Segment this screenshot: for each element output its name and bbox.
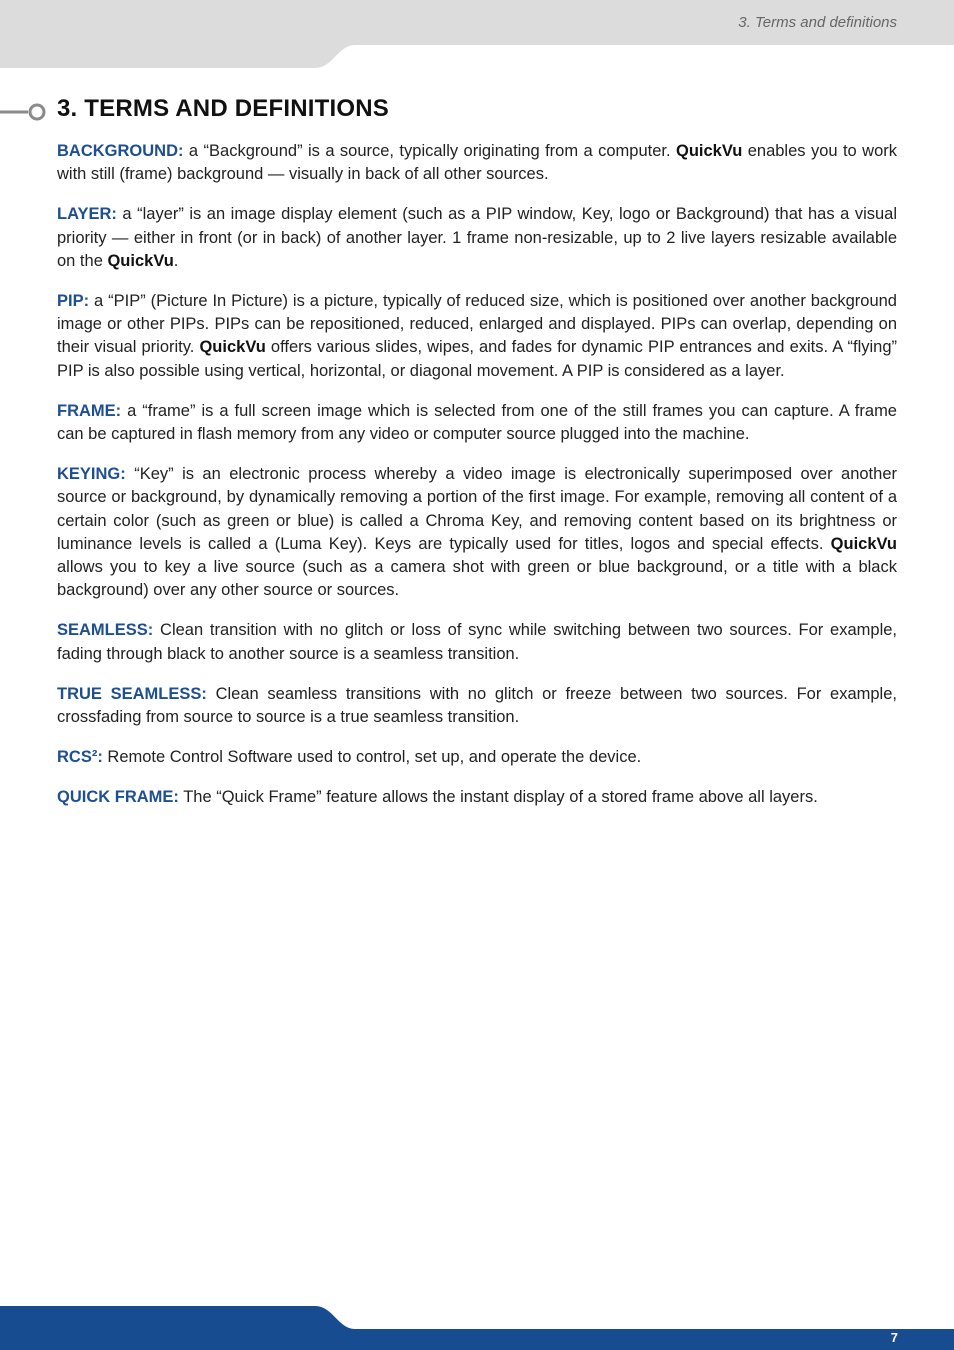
definition-true-seamless [57, 683, 897, 729]
definition-text: Clean seamless transitions with no glitch or freeze between two sources. For example, crossfading from source to source is a true seamless transition. [57, 684, 897, 727]
definition-pip [57, 290, 897, 383]
definition-background [57, 140, 897, 186]
definition-text: a “PIP” (Picture In Picture) is a picture, typically of reduced size, which is positioned over another background image or other PIPs. PIPs can be repositioned, reduced, enlarged and displayed. PIPs can overlap, depending on their visual priority. [57, 292, 897, 357]
definition-seamless [57, 619, 897, 665]
product-name: QuickVu [830, 534, 897, 553]
term-label: FRAME: [57, 401, 122, 420]
definition-quick-frame [57, 786, 897, 809]
definition-keying [57, 463, 897, 602]
connector-circle-icon [0, 100, 50, 124]
term-label: PIP: [57, 292, 90, 311]
definition-text: Remote Control Software used to control, set up, and operate the device. [102, 748, 642, 767]
running-header: 3. Terms and definitions [738, 14, 897, 31]
header-band [0, 0, 954, 70]
product-name: QuickVu [199, 338, 266, 357]
page-title: 3. TERMS AND DEFINITIONS [57, 95, 389, 122]
term-label: TRUE SEAMLESS: [57, 684, 207, 703]
page-number: 7 [890, 1330, 898, 1345]
product-name: QuickVu [675, 142, 743, 160]
definitions-list [57, 140, 897, 827]
footer-band [0, 1300, 954, 1350]
definition-layer [57, 203, 897, 273]
term-label: QUICK FRAME: [57, 788, 179, 807]
definition-text: a “layer” is an image display element (such as a PIP window, Key, logo or Background) that has a visual priority — either in front (or in back) of another layer. 1 frame non-resizable, up to 2 live layers resizable available on the [57, 205, 897, 270]
term-label: BACKGROUND: [57, 142, 184, 160]
definition-text: . [173, 251, 179, 270]
definition-text: Clean transition with no glitch or loss of sync while switching between two sources. For example, fading through black to another source is a seamless transition. [57, 621, 897, 663]
definition-rcs2 [57, 746, 897, 769]
definition-text: a “Background” is a source, typically originating from a computer. [183, 142, 676, 160]
definition-frame [57, 400, 897, 446]
term-label: KEYING: [57, 465, 126, 484]
definition-text: allows you to key a live source (such as a camera shot with green or blue background, or a title with a black background) over any other source or sources. [57, 558, 897, 600]
term-label: LAYER: [57, 205, 117, 224]
definition-text: enables you to work with still (frame) background — visually in back of all other sources. [57, 142, 897, 184]
definition-text: offers various slides, wipes, and fades for dynamic PIP entrances and exits. A “flying” PIP is also possible using vertical, horizontal, or diagonal movement. A PIP is considered as a layer. [57, 338, 897, 380]
definition-text: a “frame” is a full screen image which is selected from one of the still frames you can capture. A frame can be captured in flash memory from any video or computer source plugged into the machine. [57, 401, 897, 444]
term-label: SEAMLESS: [57, 621, 154, 640]
product-name: QuickVu [107, 251, 174, 270]
definition-text: The “Quick Frame” feature allows the instant display of a stored frame above all layers. [178, 788, 818, 807]
definition-text: “Key” is an electronic process whereby a video image is electronically superimposed over another source or background, by dynamically removing a portion of the first image. For example, removing all content of a certain color (such as green or blue) is called a Chroma Key, and removing content based on its brightness or luminance levels is called a (Luma Key). Keys are typically used for titles, logos and special effects. [57, 465, 897, 553]
term-label: RCS²: [57, 748, 103, 767]
